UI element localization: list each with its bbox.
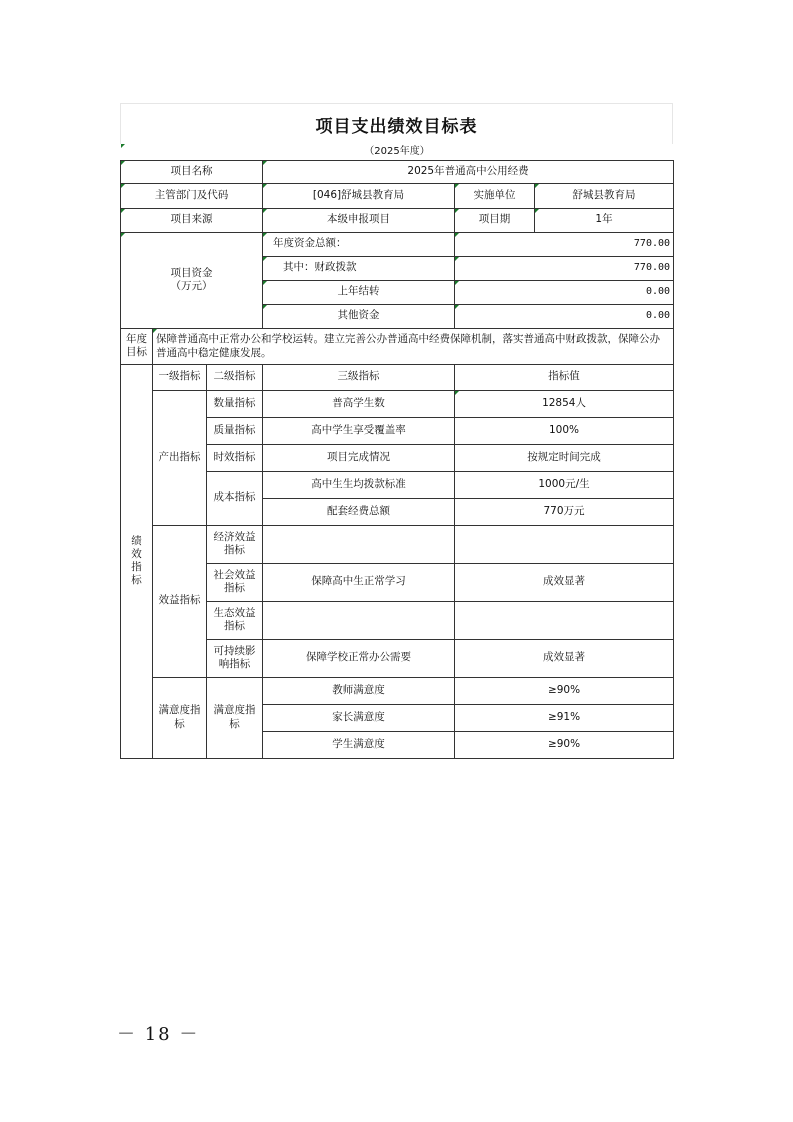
- table-row-indicator: [263, 525, 455, 563]
- cost-indicator-label: 成本指标: [207, 471, 263, 525]
- header-level3: 三级指标: [263, 364, 455, 390]
- table-row-indicator: 教师满意度: [263, 677, 455, 704]
- sustainable-impact-label: 可持续影 响指标: [207, 639, 263, 677]
- table-row-indicator: 项目完成情况: [263, 444, 455, 471]
- source-value: 本级申报项目: [263, 208, 455, 232]
- period-value: 1年: [535, 208, 674, 232]
- performance-indicators-label: 绩 效 指 标: [121, 364, 153, 758]
- benefit-indicators-label: 效益指标: [153, 525, 207, 677]
- funds-carryover-label: 上年结转: [263, 280, 455, 304]
- output-indicators-label: 产出指标: [153, 390, 207, 525]
- funds-label: 项目资金 （万元）: [121, 232, 263, 328]
- timeliness-indicator-label: 时效指标: [207, 444, 263, 471]
- table-row-indicator: 保障学校正常办公需要: [263, 639, 455, 677]
- table-row-value: ≥90%: [455, 677, 674, 704]
- period-label: 项目期: [455, 208, 535, 232]
- table-row-indicator: 保障高中生正常学习: [263, 563, 455, 601]
- impl-unit-label: 实施单位: [455, 183, 535, 208]
- header-level2: 二级指标: [207, 364, 263, 390]
- satisfaction-indicators-label: 满意度指 标: [153, 677, 207, 758]
- dept-label: 主管部门及代码: [121, 183, 263, 208]
- ecological-benefit-label: 生态效益 指标: [207, 601, 263, 639]
- annual-goal-text: 保障普通高中正常办公和学校运转。建立完善公办普通高中经费保障机制，落实普通高中财政拨款，保障公办普通高中稳定健康发展。: [153, 328, 674, 364]
- table-row-value: ≥91%: [455, 704, 674, 731]
- table-row-value: 12854人: [455, 390, 674, 417]
- header-level1: 一级指标: [153, 364, 207, 390]
- annual-goal-label: 年度 目标: [121, 328, 153, 364]
- project-name-label: 项目名称: [121, 160, 263, 183]
- table-row-value: [455, 601, 674, 639]
- economic-benefit-label: 经济效益 指标: [207, 525, 263, 563]
- table-row-indicator: [263, 601, 455, 639]
- page-number: － 18 －: [117, 1024, 200, 1045]
- quantity-indicator-label: 数量指标: [207, 390, 263, 417]
- impl-unit-value: 舒城县教育局: [535, 183, 674, 208]
- table-row-indicator: 学生满意度: [263, 731, 455, 758]
- table-row-indicator: 配套经费总额: [263, 498, 455, 525]
- table-row-value: 100%: [455, 417, 674, 444]
- project-name-value: 2025年普通高中公用经费: [263, 160, 674, 183]
- performance-table: [120, 144, 674, 759]
- source-label: 项目来源: [121, 208, 263, 232]
- table-row-value: 1000元/生: [455, 471, 674, 498]
- satisfaction-subindicator-label: 满意度指 标: [207, 677, 263, 758]
- table-row-value: 770万元: [455, 498, 674, 525]
- funds-total-label: 年度资金总额：: [263, 232, 455, 256]
- quality-indicator-label: 质量指标: [207, 417, 263, 444]
- funds-other-value: 0.00: [455, 304, 674, 328]
- table-row-value: [455, 525, 674, 563]
- social-benefit-label: 社会效益 指标: [207, 563, 263, 601]
- table-row-value: 成效显著: [455, 563, 674, 601]
- funds-other-label: 其他资金: [263, 304, 455, 328]
- table-row-value: 成效显著: [455, 639, 674, 677]
- funds-carryover-value: 0.00: [455, 280, 674, 304]
- table-row-value: ≥90%: [455, 731, 674, 758]
- fiscal-year: （2025年度）: [121, 144, 674, 160]
- funds-fiscal-value: 770.00: [455, 256, 674, 280]
- performance-target-sheet: [120, 103, 673, 759]
- table-row-indicator: 高中生生均拨款标准: [263, 471, 455, 498]
- header-value: 指标值: [455, 364, 674, 390]
- table-row-indicator: 高中学生享受覆盖率: [263, 417, 455, 444]
- table-title: 项目支出绩效目标表: [120, 103, 673, 144]
- table-row-indicator: 普高学生数: [263, 390, 455, 417]
- funds-total-value: 770.00: [455, 232, 674, 256]
- dept-value: [046]舒城县教育局: [263, 183, 455, 208]
- table-row-value: 按规定时间完成: [455, 444, 674, 471]
- table-row-indicator: 家长满意度: [263, 704, 455, 731]
- funds-fiscal-label: 其中：财政拨款: [263, 256, 455, 280]
